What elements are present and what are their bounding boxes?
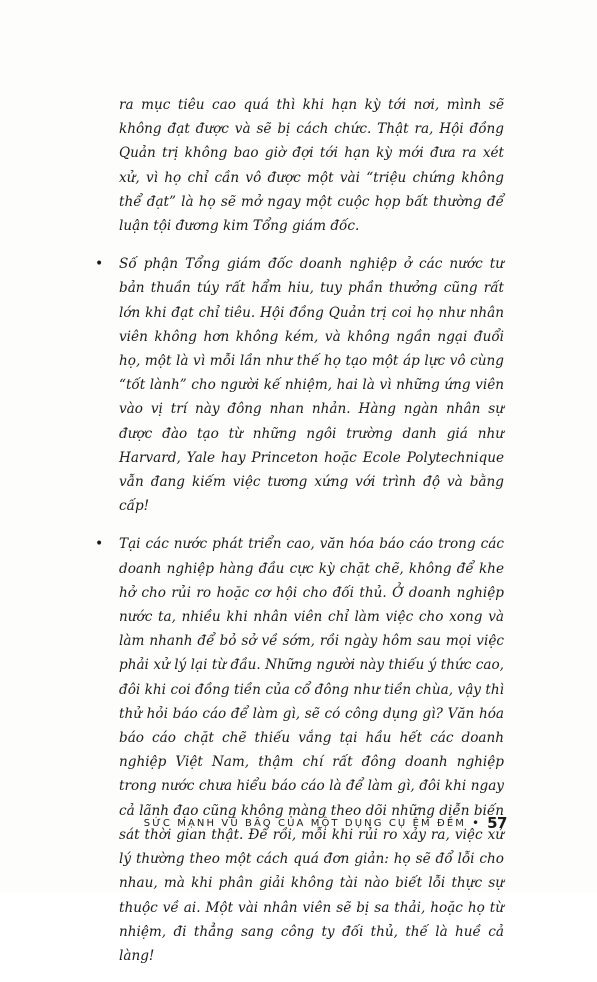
footer-separator: • [472,816,480,830]
page-footer [143,813,507,833]
page-number: 57 [487,814,507,832]
page-body [95,93,504,982]
bullet-marker: • [95,256,104,273]
running-title: SỨC MẠNH VŨ BÃO CỦA MỘT DỤNG CỤ ÊM ĐỀM [143,817,467,829]
bullet-item-1 [95,252,504,518]
bullet-marker: • [95,536,104,553]
bullet-text: Tại các nước phát triển cao, văn hóa báo cáo trong các doanh nghiệp hàng đầu cực kỳ chặt chẽ, không để khe hở cho rủi ro hoặc cơ hội cho đối thủ. Ở doanh nghiệp nước ta, nhiều khi nhân viên chỉ làm việc cho xong và làm nhanh để bỏ sở về sớm, rồi ngày hôm sau mọi việc phải xử lý lại từ đầu. Những người này thiếu ý thức cao, đôi khi coi đồng tiền của cổ đông như tiền chùa, vậy thì thử hỏi báo cáo để làm gì, sẽ có công dụng gì? Văn hóa báo cáo chặt chẽ thiếu vắng tại hầu hết các doanh nghiệp Việt Nam, thậm chí rất đông doanh nghiệp trong nước chưa hiểu báo cáo là để làm gì, đôi khi ngay cả lãnh đạo cũng không màng theo dõi những diễn biến sát thời gian thật. Để rồi, mỗi khi rủi ro xảy ra, việc xử lý thường theo một cách quá đơn giản: họ sẽ đổ lỗi cho nhau, mà khi phân giải không tài nào biết lỗi thực sự thuộc về ai. Một vài nhân viên sẽ bị sa thải, hoặc họ từ nhiệm, đi thẳng sang công ty đối thủ, thế là huề cả làng! [119,536,504,964]
continuation-paragraph: ra mục tiêu cao quá thì khi hạn kỳ tới nơi, mình sẽ không đạt được và sẽ bị cách chức. Thật ra, Hội đồng Quản trị không bao giờ đợi tới hạn kỳ mới đưa ra xét xử, vì họ chỉ cần vô được một vài “triệu chứng không thể đạt” là họ sẽ mở ngay một cuộc họp bất thường để luận tội đương kim Tổng giám đốc. [119,97,504,235]
bullet-item-2 [95,532,504,968]
bullet-text: Số phận Tổng giám đốc doanh nghiệp ở các nước tư bản thuần túy rất hẩm hiu, tuy phần thưởng cũng rất lớn khi đạt chỉ tiêu. Hội đồng Quản trị coi họ như nhân viên không hơn không kém, và không ngần ngại đuổi họ, một là vì mỗi lần như thế họ tạo một áp lực vô cùng “tốt lành” cho người kế nhiệm, hai là vì những ứng viên vào vị trí này đông nhan nhản. Hàng ngàn nhân sự được đào tạo từ những ngôi trường danh giá như Harvard, Yale hay Princeton hoặc Ecole Polytechnique vẫn đang kiếm việc tương xứng với trình độ và bằng cấp! [119,256,504,515]
